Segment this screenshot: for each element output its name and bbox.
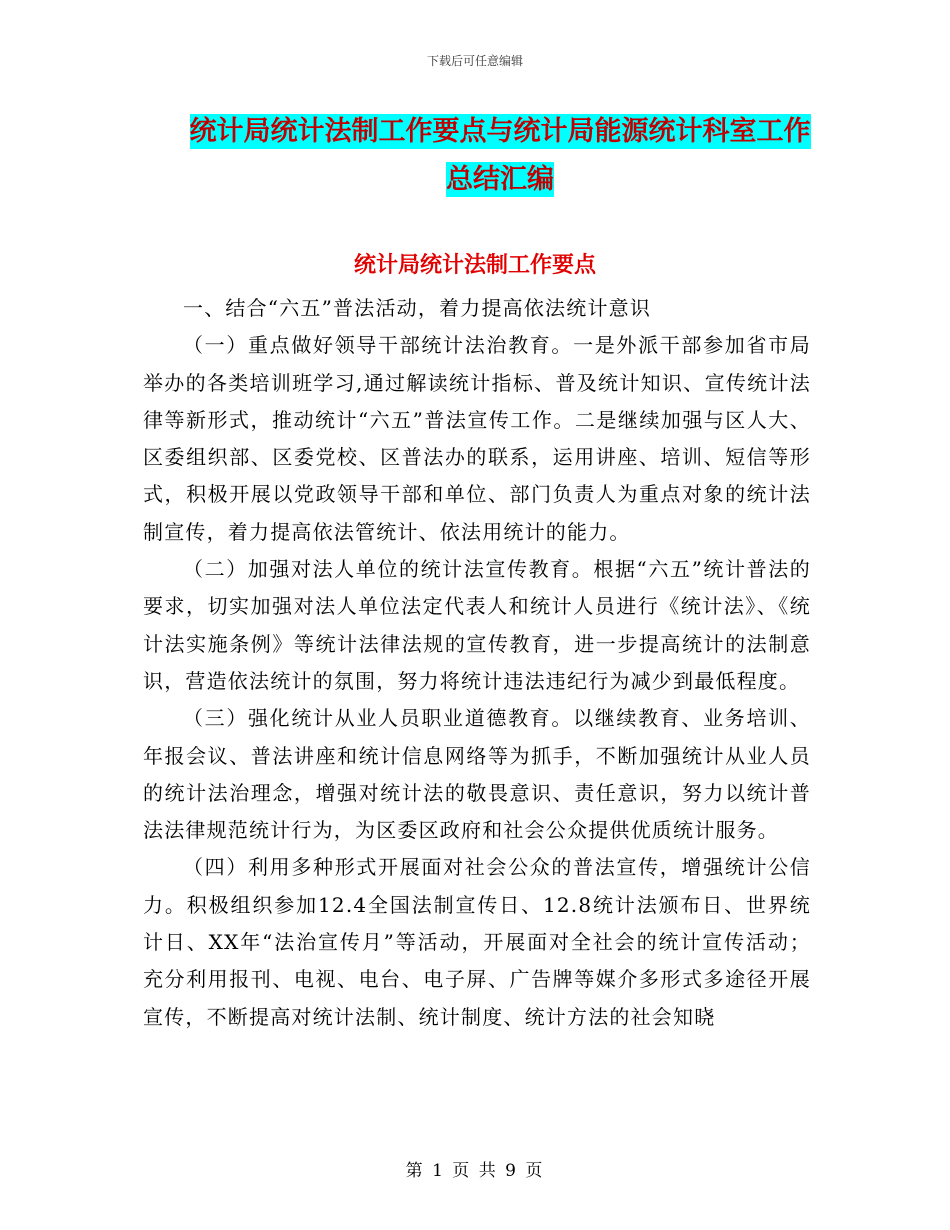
header-note: 下载后可任意编辑 xyxy=(426,54,523,68)
page-footer: 第 1 页 共 9 页 xyxy=(405,1161,545,1181)
document-body xyxy=(143,290,811,1036)
document-title-line-2: 总结汇编 xyxy=(446,164,554,195)
section-title: 统计局统计法制工作要点 xyxy=(353,253,596,278)
document-title-line-1: 统计局统计法制工作要点与统计局能源统计科室工作 xyxy=(189,116,811,147)
paragraph: （一）重点做好领导干部统计法治教育。一是外派干部参加省市局举办的各类培训班学习,通过解读统计指标、普及统计知识、宣传统计法律等新形式，推动统计“六五”普法宣传工作。二是继续加强与区人大、区委组织部、区委党校、区普法办的联系，运用讲座、培训、短信等形式，积极开展以党政领导干部和单位、部门负责人为重点对象的统计法制宣传，着力提高依法管统计、依法用统计的能力。 xyxy=(143,333,811,544)
paragraph: 一、结合“六五”普法活动，着力提高依法统计意识 xyxy=(183,296,652,320)
document-title xyxy=(120,108,880,204)
paragraph: （三）强化统计从业人员职业道德教育。以继续教育、业务培训、年报会议、普法讲座和统计信息网络等为抓手，不断加强统计从业人员的统计法治理念，增强对统计法的敬畏意识、责任意识，努力以统计普法法律规范统计行为，为区委区政府和社会公众提供优质统计服务。 xyxy=(143,706,811,843)
paragraph: （二）加强对法人单位的统计法宣传教育。根据“六五”统计普法的要求，切实加强对法人单位法定代表人和统计人员进行《统计法》、《统计法实施条例》等统计法律法规的宣传教育，进一步提高统计的法制意识，营造依法统计的氛围，努力将统计违法违纪行为减少到最低程度。 xyxy=(143,557,811,693)
paragraph: （四）利用多种形式开展面对社会公众的普法宣传，增强统计公信力。积极组织参加12.4全国法制宣传日、12.8统计法颁布日、世界统计日、XX年“法治宣传月”等活动，开展面对全社会的统计宣传活动；充分利用报刊、电视、电台、电子屏、广告牌等媒介多形式多途径开展宣传，不断提高对统计法制、统计制度、统计方法的社会知晓 xyxy=(143,855,811,1029)
